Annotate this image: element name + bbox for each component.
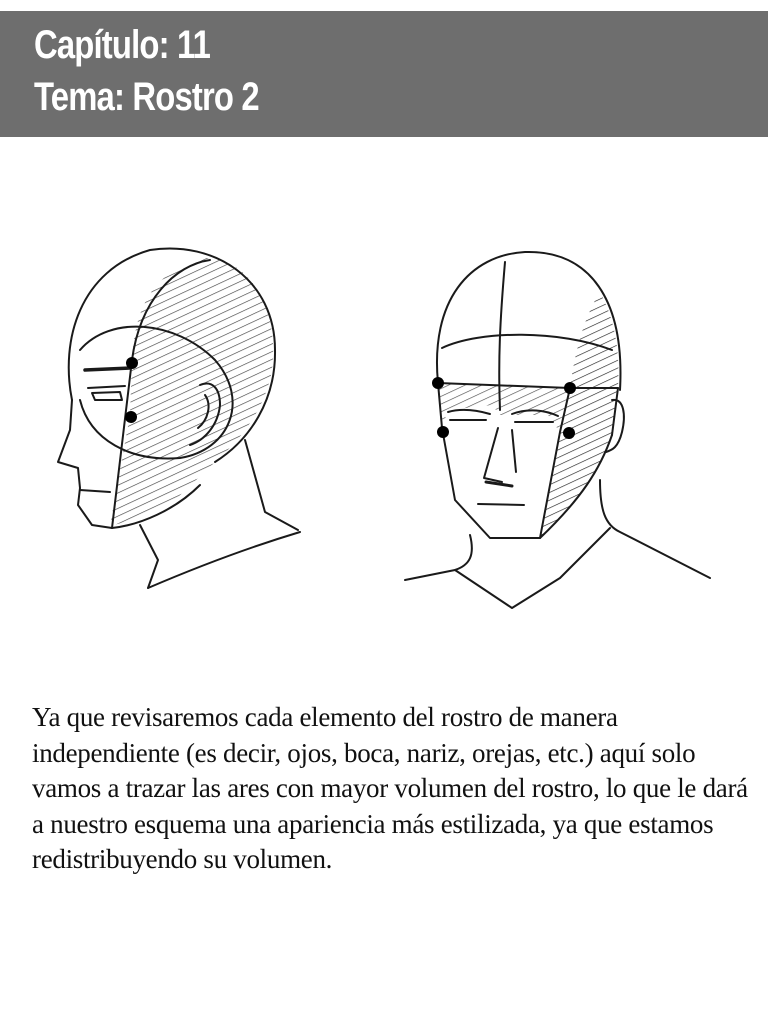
head-front-view <box>405 252 710 608</box>
chapter-title: Capítulo: 11 <box>34 23 211 67</box>
head-sketches-illustration <box>0 200 768 620</box>
head-three-quarter-view <box>58 248 300 588</box>
chapter-header <box>0 11 768 137</box>
topic-title: Tema: Rostro 2 <box>34 75 259 119</box>
body-paragraph: Ya que revisaremos cada elemento del rostro de manera independiente (es decir, ojos, boca, nariz, orejas, etc.) aquí solo vamos a trazar las ares con mayor volumen del rostro, lo que le dará a nuestro esquema una apariencia más estilizada, ya que estamos redistribuyendo su volumen. <box>32 702 748 874</box>
